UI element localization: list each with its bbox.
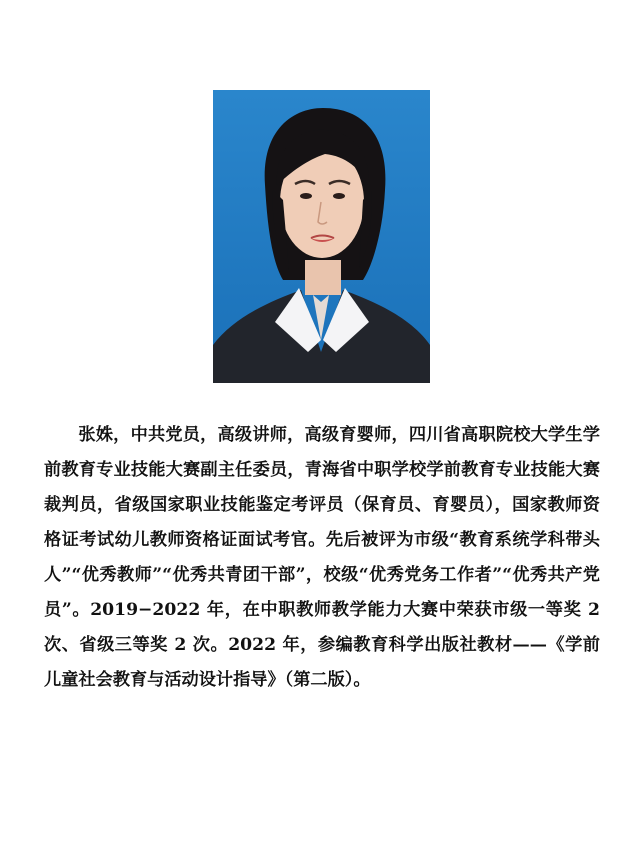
author-biography: 张姝，中共党员，高级讲师，高级育婴师，四川省高职院校大学生学前教育专业技能大赛副主任委员，青海省中职学校学前教育专业技能大赛裁判员，省级国家职业技能鉴定考评员（保育员、育婴员），国家教师资格证考试幼儿教师资格证面试考官。先后被评为市级“教育系统学科带头人”“优秀教师”“优秀共青团干部”，校级“优秀党务工作者”“优秀共产党员”。2019−2022 年，在中职教师教学能力大赛中荣获市级一等奖 2 次、省级三等奖 2 次。2022 年，参编教育科学出版社教材——《学前儿童社会教育与活动设计指导》（第二版）。 [44, 425, 600, 690]
author-portrait [213, 90, 430, 383]
portrait-illustration [213, 90, 430, 383]
neck [305, 260, 341, 295]
